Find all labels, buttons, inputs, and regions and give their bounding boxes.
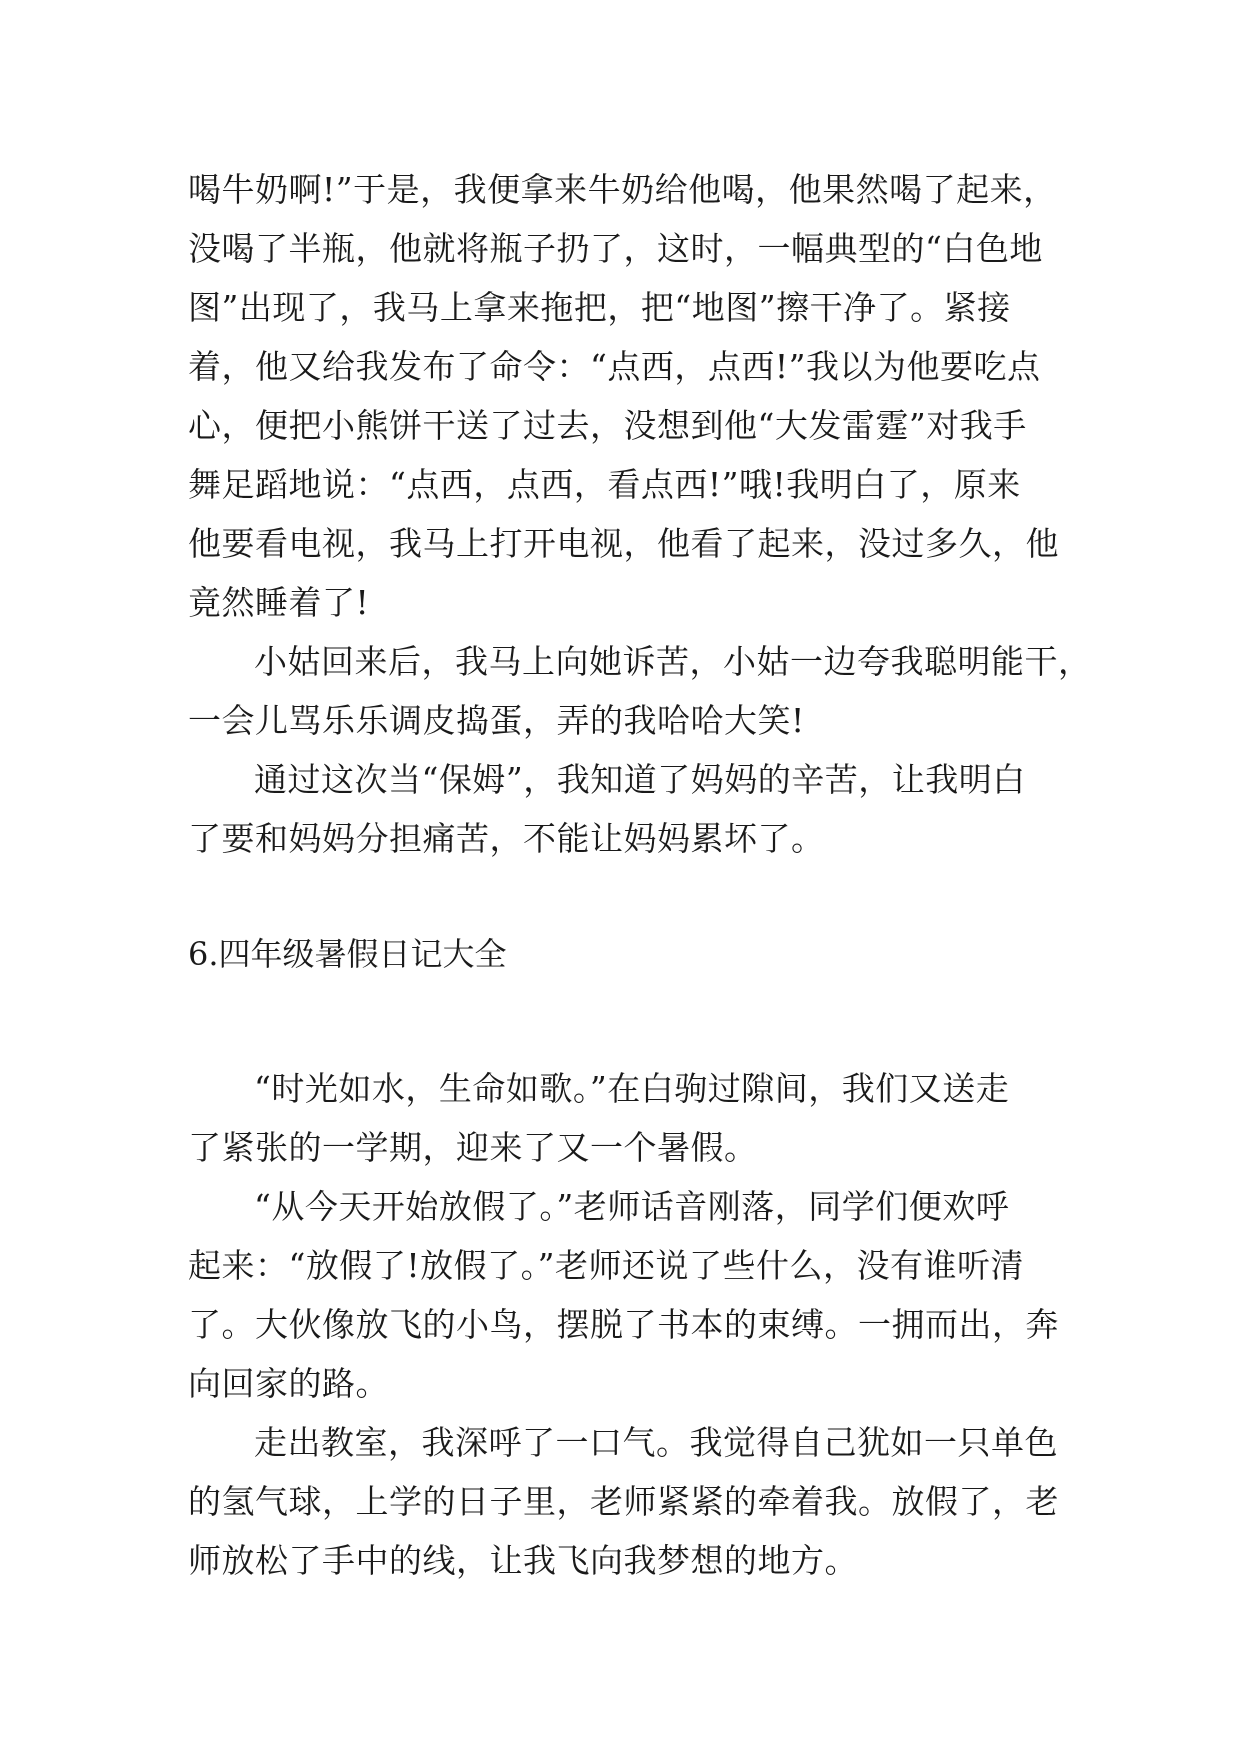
text-line: 舞足蹈地说：“点西，点西，看点西!”哦!我明白了，原来	[188, 465, 1021, 504]
text-line: 他要看电视，我马上打开电视，他看了起来，没过多久，他	[188, 524, 1059, 563]
document-body	[188, 160, 1092, 1590]
text-line: 师放松了手中的线，让我飞向我梦想的地方。	[188, 1541, 858, 1580]
text-line: 通过这次当“保姆”，我知道了妈妈的辛苦，让我明白	[254, 760, 1026, 799]
text-line: 没喝了半瓶，他就将瓶子扔了，这时，一幅典型的“白色地	[188, 229, 1043, 268]
paragraph-aunt	[188, 632, 1092, 750]
section-heading: 6.四年级暑假日记大全	[188, 935, 507, 973]
text-line: 了。大伙像放飞的小鸟，摆脱了书本的束缚。一拥而出，奔	[188, 1305, 1059, 1344]
text-line: 竟然睡着了!	[188, 583, 370, 622]
text-line: 起来：“放假了!放假了。”老师还说了些什么，没有谁听清	[188, 1246, 1025, 1285]
text-line: 的氢气球，上学的日子里，老师紧紧的牵着我。放假了，老	[188, 1482, 1059, 1521]
paragraph-holiday	[188, 1177, 1058, 1413]
paragraph-conclusion	[188, 750, 1058, 868]
paragraph-continued	[188, 160, 1058, 632]
text-line: 着，他又给我发布了命令：“点西，点西!”我以为他要吃点	[188, 347, 1041, 386]
text-line: 图”出现了，我马上拿来拖把，把“地图”擦干净了。紧接	[188, 288, 1011, 327]
text-line: 向回家的路。	[188, 1364, 389, 1403]
text-line: 了要和妈妈分担痛苦，不能让妈妈累坏了。	[188, 819, 825, 858]
text-line: 一会儿骂乐乐调皮捣蛋，弄的我哈哈大笑!	[188, 701, 805, 740]
paragraph-time	[188, 1059, 1058, 1177]
text-line: 喝牛奶啊!”于是，我便拿来牛奶给他喝，他果然喝了起来，	[188, 170, 1057, 209]
text-line: 小姑回来后，我马上向她诉苦，小姑一边夸我聪明能干，	[254, 642, 1092, 681]
paragraph-balloon	[188, 1413, 1058, 1590]
text-line: 了紧张的一学期，迎来了又一个暑假。	[188, 1128, 758, 1167]
text-line: “从今天开始放假了。”老师话音刚落，同学们便欢呼	[254, 1187, 1010, 1226]
text-line: 走出教室，我深呼了一口气。我觉得自己犹如一只单色	[254, 1423, 1058, 1462]
text-line: 心，便把小熊饼干送了过去，没想到他“大发雷霆”对我手	[188, 406, 1027, 445]
text-line: “时光如水，生命如歌。”在白驹过隙间，我们又送走	[254, 1069, 1010, 1108]
